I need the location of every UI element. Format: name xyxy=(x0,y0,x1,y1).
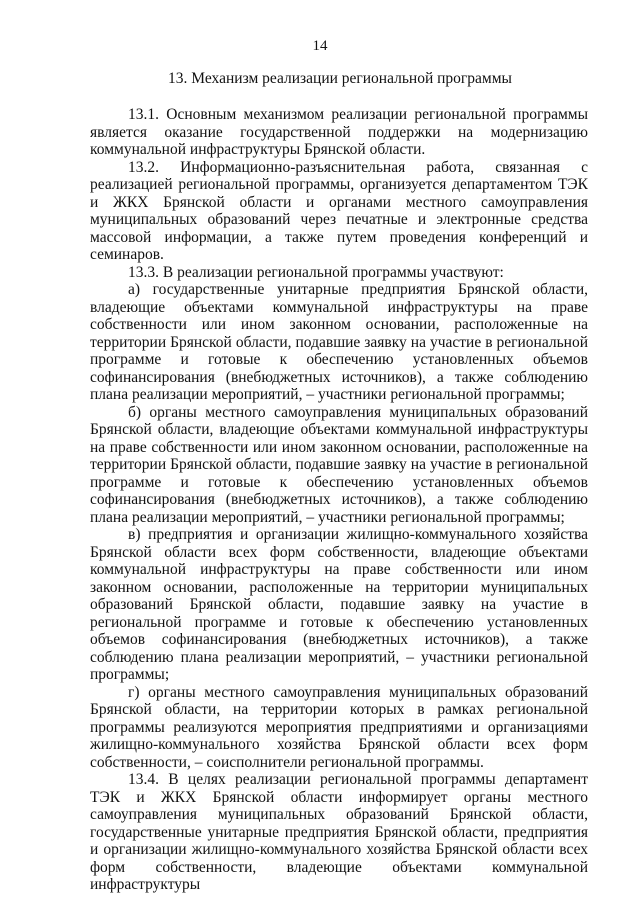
section-heading: 13. Механизм реализации региональной программы xyxy=(168,70,512,87)
paragraph-13-3: 13.3. В реализации региональной программы участвуют: xyxy=(128,263,504,281)
list-item-g: г) органы местного самоуправления муниципальных образований Брянской области, на территории которых в рамках региональной программы реализуются мероприятия предприятиями и организациями жилищно-коммунального хозяйства Брянской области всех форм собственности, – соисполнители региональной программы. xyxy=(90,683,588,771)
section-body xyxy=(90,106,588,894)
list-item-a: а) государственные унитарные предприятия Брянской области, владеющие объектами коммунальной инфраструктуры на праве собственности или ином законном основании, расположенные на территории Брянской области, подавшие заявку на участие в региональной программе и готовые к обеспечению установленных объемов софинансирования (внебюджетных источников), а также соблюдению плана реализации мероприятий, – участники региональной программы; xyxy=(90,281,588,403)
paragraph-13-4: 13.4. В целях реализации региональной программы департамент ТЭК и ЖКХ Брянской области информирует органы местного самоуправления муниципальных образований Брянской области, государственные унитарные предприятия Брянской области, предприятия и организации жилищно-коммунального хозяйства Брянской области всех форм собственности, владеющие объектами коммунальной инфраструктуры xyxy=(90,771,588,893)
list-item-v: в) предприятия и организации жилищно-коммунального хозяйства Брянской области всех форм собственности, владеющие объектами коммунальной инфраструктуры на праве собственности или ином законном основании, расположенные на территории муниципальных образований Брянской области, подавшие заявку на участие в региональной программе и готовые к обеспечению установленных объемов софинансирования (внебюджетных источников), а также соблюдению плана реализации мероприятий, – участники региональной программы; xyxy=(90,526,588,683)
page-number: 14 xyxy=(312,38,328,54)
paragraph-13-2: 13.2. Информационно-разъяснительная работа, связанная с реализацией региональной программы, организуется департаментом ТЭК и ЖКХ Брянской области и органами местного самоуправления муниципальных образований через печатные и электронные средства массовой информации, а также путем проведения конференций и семинаров. xyxy=(90,158,588,263)
paragraph-13-1: 13.1. Основным механизмом реализации региональной программы является оказание государственной поддержки на модернизацию коммунальной инфраструктуры Брянской области. xyxy=(90,106,588,158)
list-item-b: б) органы местного самоуправления муниципальных образований Брянской области, владеющие объектами коммунальной инфраструктуры на праве собственности или ином законном основании, расположенные на территории Брянской области, подавшие заявку на участие в региональной программе и готовые к обеспечению установленных объемов софинансирования (внебюджетных источников), а также соблюдению плана реализации мероприятий, – участники региональной программы; xyxy=(90,403,588,526)
